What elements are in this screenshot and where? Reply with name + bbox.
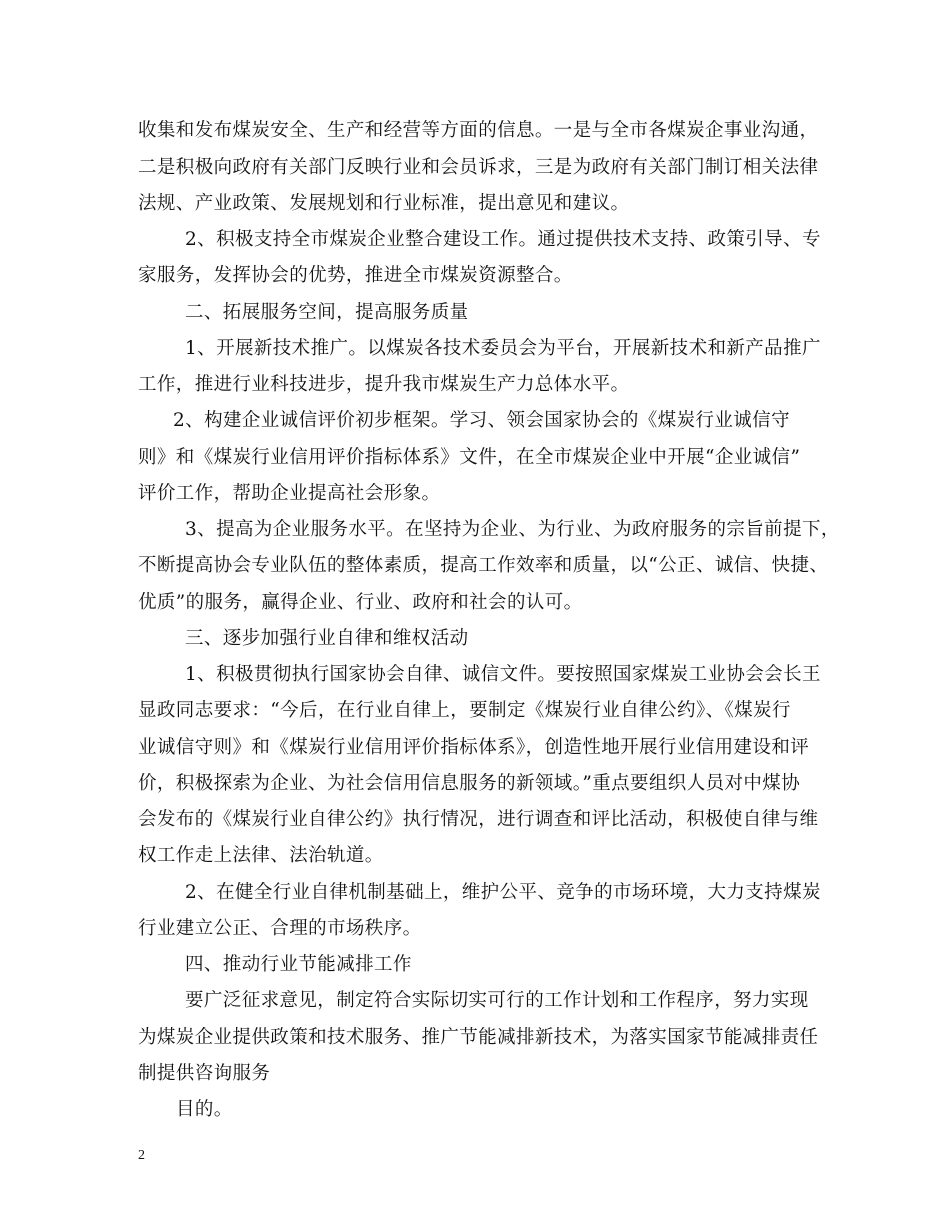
text-line: 权工作走上法律、法治轨道。 [138, 845, 384, 866]
text-line: 家服务，发挥协会的优势，推进全市煤炭资源整合。 [138, 265, 573, 286]
text-line: 要广泛征求意见，制定符合实际切实可行的工作计划和工作程序，努力实现 [185, 990, 809, 1011]
text-line: 不断提高协会专业队伍的整体素质，提高工作效率和质量，以“公正、诚信、快捷、 [138, 555, 829, 576]
text-line: 目的。 [176, 1099, 233, 1120]
text-line: 价，积极探索为企业、为社会信用信息服务的新领域。”重点要组织人员对中煤协 [138, 773, 801, 794]
text-line: 法规、产业政策、发展规划和行业标准，提出意见和建议。 [138, 193, 630, 214]
text-line: 评价工作，帮助企业提高社会形象。 [138, 483, 441, 504]
text-line: 制提供咨询服务 [138, 1063, 271, 1084]
text-line: 会发布的《煤炭行业自律公约》执行情况，进行调查和评比活动，积极使自律与维 [138, 809, 819, 830]
page-number: 2 [138, 1148, 145, 1163]
section-heading: 三、逐步加强行业自律和维权活动 [185, 628, 469, 649]
section-heading: 四、推动行业节能减排工作 [185, 954, 412, 975]
text-line: 优质”的服务，赢得企业、行业、政府和社会的认可。 [138, 592, 583, 613]
text-line: 显政同志要求：“今后，在行业自律上，要制定《煤炭行业自律公约》、《煤炭行 [138, 700, 791, 721]
text-line: 2、积极支持全市煤炭企业整合建设工作。通过提供技术支持、政策引导、专 [185, 229, 821, 250]
text-line: 业诚信守则》和《煤炭行业信用评价指标体系》，创造性地开展行业信用建设和评 [138, 737, 810, 758]
text-line: 行业建立公正、合理的市场秩序。 [138, 918, 422, 939]
text-line: 收集和发布煤炭安全、生产和经营等方面的信息。一是与全市各煤炭企事业沟通， [138, 120, 819, 141]
text-line: 3、提高为企业服务水平。在坚持为企业、为行业、为政府服务的宗旨前提下， [185, 519, 840, 540]
text-line: 1、开展新技术推广。以煤炭各技术委员会为平台，开展新技术和新产品推广 [185, 338, 821, 359]
text-line: 二是积极向政府有关部门反映行业和会员诉求，三是为政府有关部门制订相关法律 [138, 157, 819, 178]
text-line: 为煤炭企业提供政策和技术服务、推广节能减排新技术，为落实国家节能减排责任 [138, 1027, 819, 1048]
text-line: 1、积极贯彻执行国家协会自律、诚信文件。要按照国家煤炭工业协会会长王 [185, 664, 821, 685]
text-line: 则》和《煤炭行业信用评价指标体系》文件，在全市煤炭企业中开展“企业诚信” [138, 447, 801, 468]
section-heading: 二、拓展服务空间，提高服务质量 [185, 302, 469, 323]
text-line: 2、在健全行业自律机制基础上，维护公平、竞争的市场环境，大力支持煤炭 [185, 882, 821, 903]
text-line: 2、构建企业诚信评价初步框架。学习、领会国家协会的《煤炭行业诚信守 [173, 410, 790, 431]
text-line: 工作，推进行业科技进步，提升我市煤炭生产力总体水平。 [138, 374, 630, 395]
